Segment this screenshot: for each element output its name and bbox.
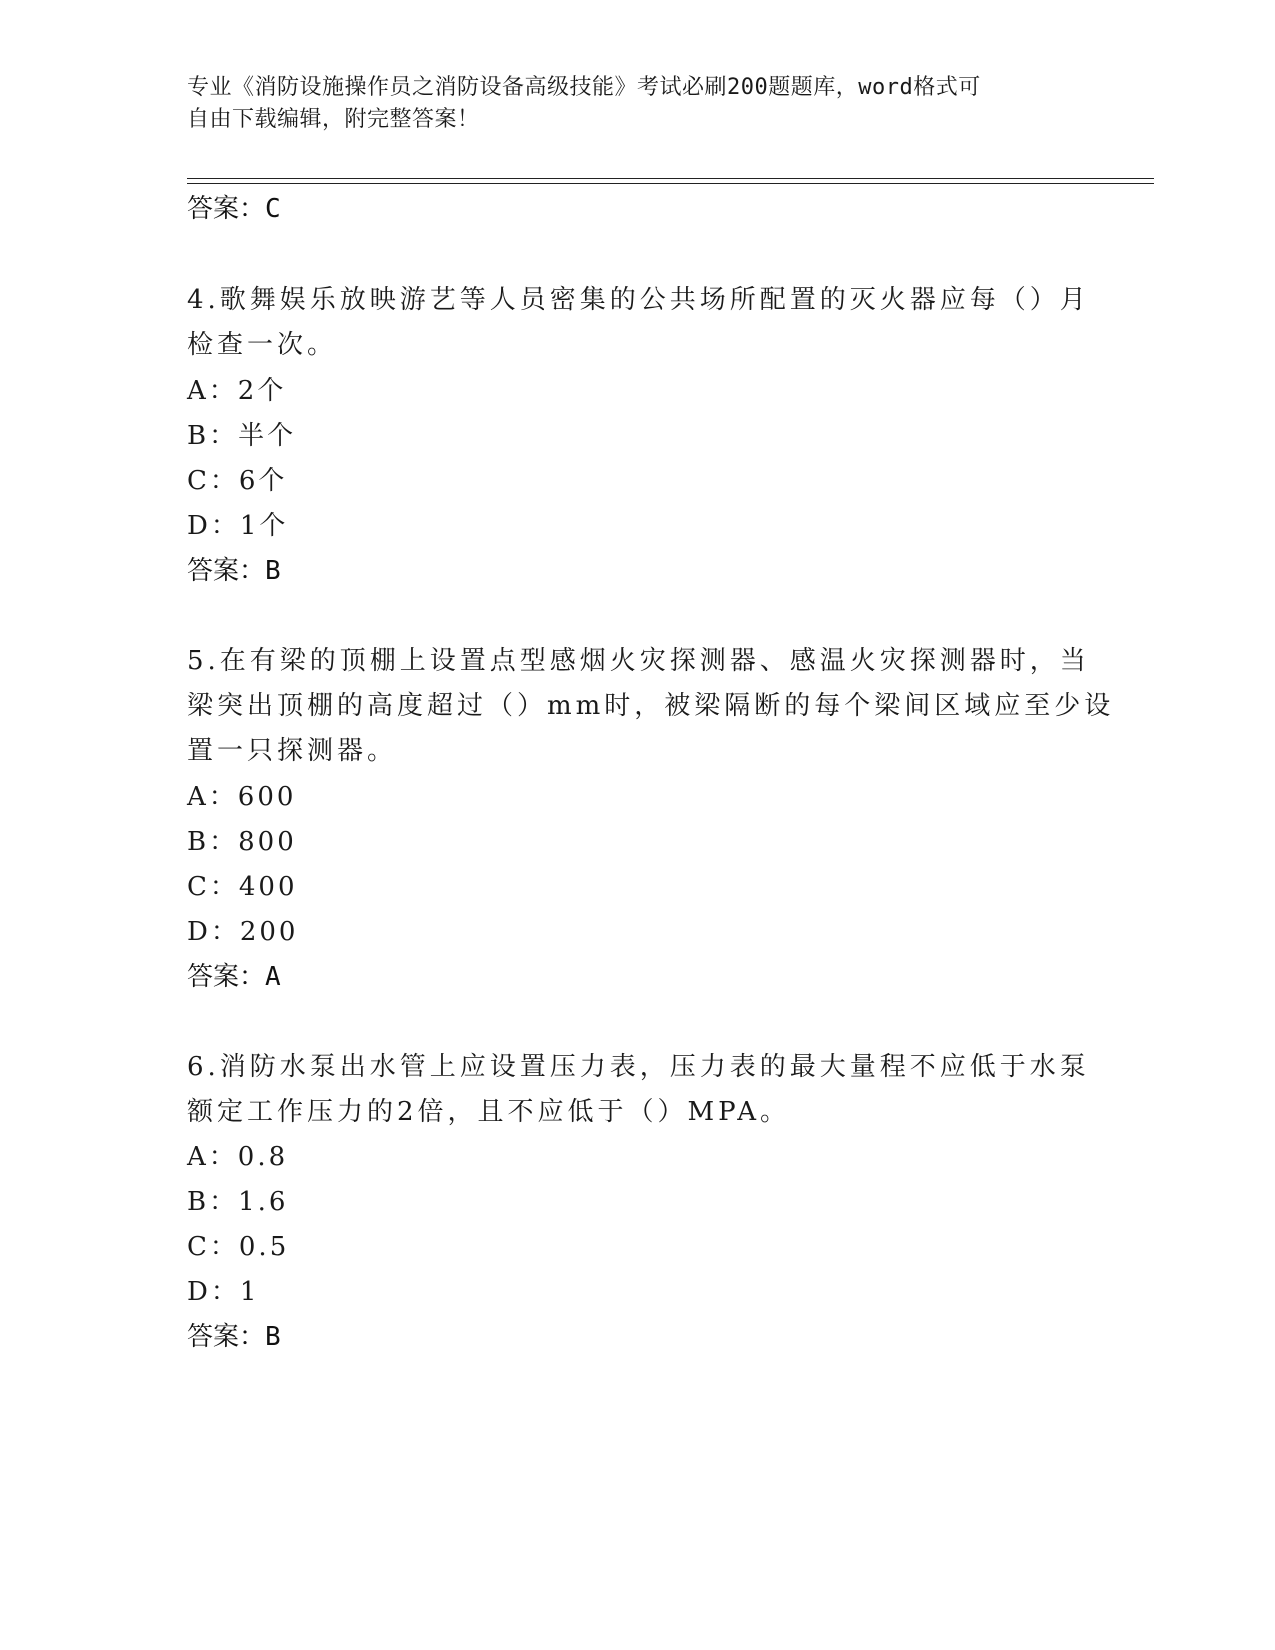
question-4 <box>187 278 1090 368</box>
question-4-answer: 答案：B <box>187 556 281 586</box>
question-6-option-c: C：0.5 <box>187 1232 290 1262</box>
answer-q3: 答案：C <box>187 194 281 224</box>
question-4-option-a: A：2个 <box>187 376 287 406</box>
question-4-line-2: 检查一次。 <box>187 330 338 360</box>
question-5-line-3: 置一只探测器。 <box>187 736 398 766</box>
question-5-option-c: C：400 <box>187 872 298 902</box>
question-4-option-d: D：1个 <box>187 511 289 541</box>
question-5-line-2: 梁突出顶棚的高度超过（）mm时，被梁隔断的每个梁间区域应至少设 <box>187 691 1115 721</box>
question-5-answer: 答案：A <box>187 962 281 992</box>
document-header <box>187 72 1067 136</box>
question-5-option-d: D：200 <box>187 917 299 947</box>
question-6-answer: 答案：B <box>187 1322 281 1352</box>
question-4-option-b: B：半个 <box>187 421 297 451</box>
header-line-1: 专业《消防设施操作员之消防设备高级技能》考试必刷200题题库，word格式可 <box>187 75 981 100</box>
question-5-line-1: 5.在有梁的顶棚上设置点型感烟火灾探测器、感温火灾探测器时，当 <box>187 646 1090 676</box>
header-divider-bottom <box>187 183 1154 184</box>
question-5-option-b: B：800 <box>187 827 297 857</box>
question-4-line-1: 4.歌舞娱乐放映游艺等人员密集的公共场所配置的灭火器应每（）月 <box>187 285 1090 315</box>
question-6-option-d: D：1 <box>187 1277 260 1307</box>
question-5-option-a: A：600 <box>187 782 297 812</box>
question-6 <box>187 1045 1090 1135</box>
question-5 <box>187 639 1115 774</box>
question-6-option-a: A：0.8 <box>187 1142 289 1172</box>
header-divider-top <box>187 178 1154 179</box>
header-line-2: 自由下载编辑，附完整答案！ <box>187 107 480 132</box>
question-6-option-b: B：1.6 <box>187 1187 289 1217</box>
question-6-line-1: 6.消防水泵出水管上应设置压力表，压力表的最大量程不应低于水泵 <box>187 1052 1090 1082</box>
question-4-option-c: C：6个 <box>187 466 288 496</box>
question-6-line-2: 额定工作压力的2倍，且不应低于（）MPA。 <box>187 1097 791 1127</box>
